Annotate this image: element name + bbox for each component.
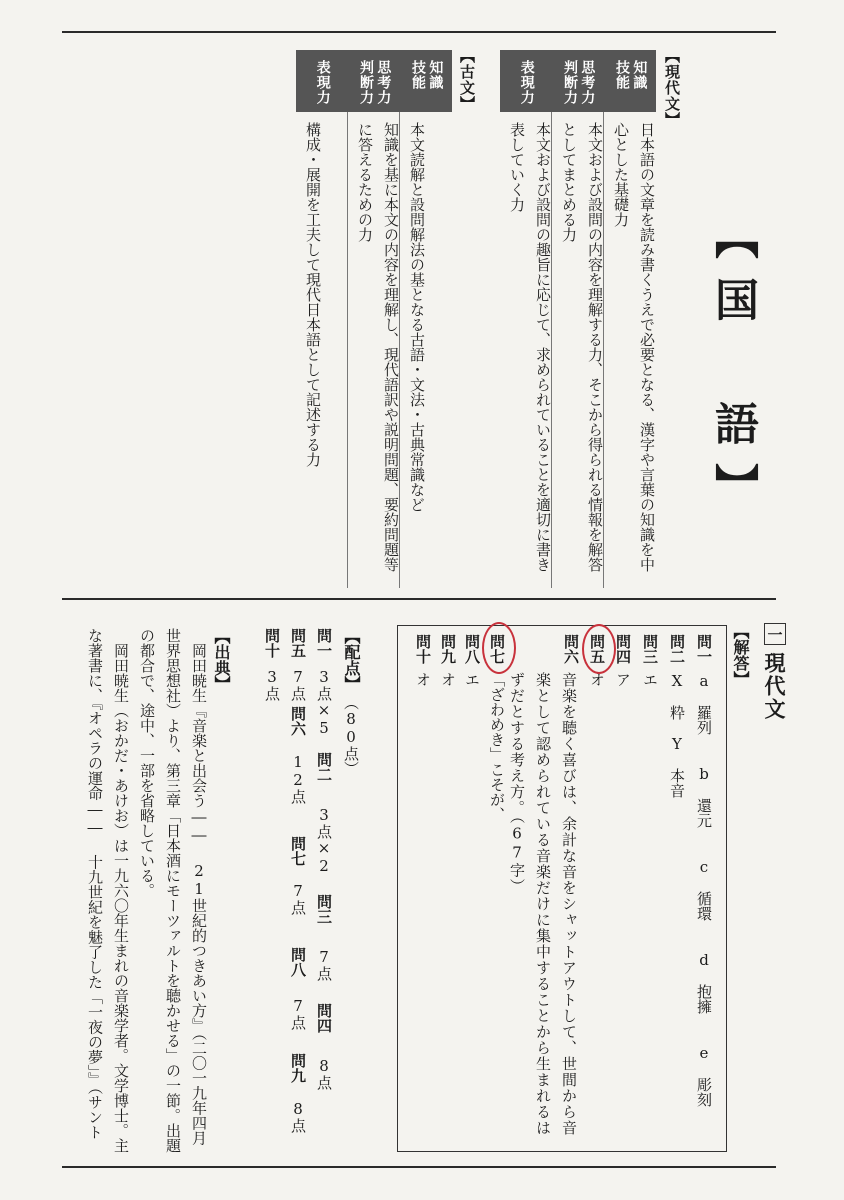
haiten-total: （80点） — [342, 695, 360, 776]
kobun-text-chishiki: 本文読解と設問解法の基となる古語・文法・古典常識など — [408, 122, 426, 512]
gendai-text-shikou: 本文および設問の内容を理解する力、そこから得られる情報を解答としてまとめる力 — [552, 112, 604, 588]
haiten-q4-points: 8点 — [315, 1057, 333, 1090]
bottom-rule — [62, 1166, 776, 1168]
answer-q5-label: 問五 — [588, 634, 606, 664]
answer-q4-label: 問四 — [614, 634, 632, 664]
answer-q9-label: 問九 — [439, 634, 457, 664]
answer-q6-label: 問六 — [562, 634, 580, 664]
page-title: 【国 語】 — [707, 215, 758, 525]
answer-q7-label: 問七 — [488, 634, 506, 664]
haiten-q1-points: 3点×5 — [315, 668, 333, 737]
haiten-q5-label: 問五 — [289, 628, 307, 658]
kobun-text-shikou: 知識を基に本文の内容を理解し、現代語訳や説明問題、要約問題等に答えるための力 — [348, 112, 400, 588]
answer-q7-text: 「ざわめき」こそが、 — [488, 672, 506, 822]
haiten-q10-label: 問十 — [263, 628, 281, 658]
section-title: 現代文 — [762, 652, 787, 721]
haiten-q5-points: 7点 — [289, 668, 307, 701]
shutten-tag: 【出典】 — [212, 628, 231, 692]
answer-q3-label: 問三 — [641, 634, 659, 664]
gendai-text-hyougen: 本文および設問の趣旨に応じて、求められていることを適切に書き表していく力 — [500, 112, 552, 588]
kobun-cat-chishiki: 知識 技能 — [400, 50, 452, 112]
answer-q8-label: 問八 — [463, 634, 481, 664]
haiten-q4-label: 問四 — [315, 1003, 333, 1033]
kobun-cat-shikou: 思考力 判断力 — [348, 50, 400, 112]
haiten-q9-points: 8点 — [289, 1100, 307, 1133]
answer-q9-text: オ — [439, 672, 457, 687]
shutten-paragraph-1: 岡田暁生『音楽と出会う―― 21世紀的つきあい方』（二〇一九年四月 世界思想社）より、第三章「日本酒にモーツァルトを聴かせる」の一節。出題の都合で、途中、一部を省略している。 — [138, 628, 208, 1161]
answer-q6-text: 音楽を聴く喜びは、余計な音をシャットアウトして、世間から音楽として認められている音楽だけに集中することから生まれるはずだとする考え方。（67字） — [508, 672, 578, 1136]
section-number-box — [764, 623, 786, 645]
haiten-q2-points: 3点×2 — [315, 806, 333, 875]
haiten-q9-label: 問九 — [289, 1053, 307, 1083]
haiten-q8-points: 7点 — [289, 997, 307, 1030]
haiten-q10-points: 3点 — [263, 668, 281, 701]
answer-q8-text: エ — [463, 672, 481, 687]
red-circle-q7-mark — [482, 622, 516, 674]
kobun-text-hyougen: 構成・展開を工夫して現代日本語として記述する力 — [296, 112, 348, 588]
answer-q1-label: 問一 — [695, 634, 713, 664]
red-circle-q5-mark — [582, 624, 616, 674]
haiten-q7-label: 問七 — [289, 836, 307, 866]
kobun-cat-hyougen: 表現力 — [296, 50, 348, 112]
gendai-cat-shikou: 思考力 判断力 — [552, 50, 604, 112]
answer-q2-label: 問二 — [668, 634, 686, 664]
haiten-q2-label: 問二 — [315, 752, 333, 782]
gendai-cat-hyougen: 表現力 — [500, 50, 552, 112]
haiten-q3-points: 7点 — [315, 948, 333, 981]
haiten-q3-label: 問三 — [315, 894, 333, 924]
haiten-q8-label: 問八 — [289, 947, 307, 977]
answer-q5-text: オ — [588, 672, 606, 687]
shutten-paragraph-2: 岡田暁生（おかだ・あけお）は一九六〇年生まれの音楽学者。文学博士。主な著書に、『オペラの運命―― 十九世紀を魅了した「一夜の夢」』（サント — [86, 628, 130, 1153]
haiten-q6-points: 12点 — [289, 753, 307, 804]
haiten-q1-label: 問一 — [315, 628, 333, 658]
answer-q10-text: オ — [414, 672, 432, 687]
gendai-tag: 【現代文】 — [663, 48, 681, 128]
gendai-text-chishiki: 日本語の文章を読み書くうえで必要となる、漢字や言葉の知識を中心とした基礎力 — [612, 122, 656, 572]
answer-q3-text: エ — [641, 672, 659, 687]
middle-rule — [62, 598, 776, 600]
section-number: 一 — [767, 625, 783, 644]
haiten-q6-label: 問六 — [289, 706, 307, 736]
answer-q1-text: a 羅列 b 還元 c 循環 d 抱擁 e 彫刻 — [695, 672, 713, 1107]
answer-q10-label: 問十 — [414, 634, 432, 664]
haiten-q7-points: 7点 — [289, 882, 307, 915]
haiten-tag: 【配点】 — [342, 628, 361, 692]
answer-q4-text: ア — [614, 672, 632, 687]
kobun-tag: 【古文】 — [458, 48, 476, 112]
kaitou-tag: 【解答】 — [731, 623, 750, 687]
gendai-cat-chishiki: 知識 技能 — [604, 50, 656, 112]
answer-q2-text: X 粋 Y 本音 — [668, 672, 686, 798]
top-rule — [62, 31, 776, 33]
